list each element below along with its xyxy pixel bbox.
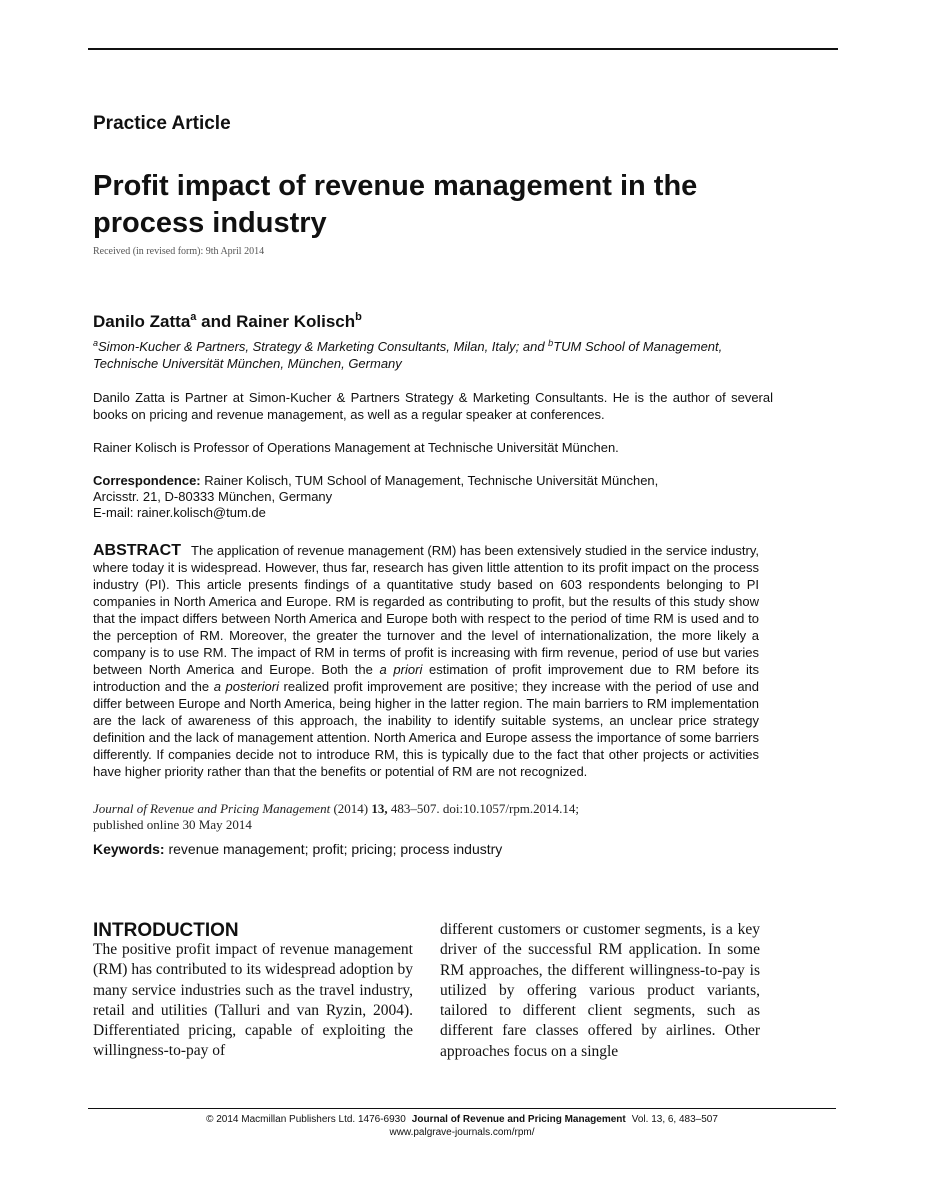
abstract-text: estimation of profit improvement due to RM before its introduction and the xyxy=(93,662,760,694)
article-title: Profit impact of revenue management in the process industry xyxy=(93,170,698,239)
abstract-text: realized profit improvement are positive; they increase with the period of use and differ between Europe and North America, being higher in the latter region. The main barriers to RM implementation are the lack of awareness of this approach, the inability to identify suitable systems, an unclear price strategy definition and the lack of management attention. North America and Europe assess the importance of some barriers differently. If companies decide not to introduce RM, this is typically due to the fact that other projects or activities have higher priority rather than that the benefits or potential of RM are not recognized. xyxy=(93,679,760,779)
affiliation-text: TUM School of Management, Technische Universität München, München, Germany xyxy=(93,339,723,371)
author-name: Rainer Kolisch xyxy=(236,312,356,331)
affiliation-text: Simon-Kucher & Partners, Strategy & Marketing Consultants, Milan, Italy; and xyxy=(98,339,549,354)
citation-doi: 483–507. doi:10.1057/rpm.2014.14; xyxy=(387,801,579,816)
citation-volume: 13, xyxy=(371,801,388,816)
correspondence-label: Correspondence: xyxy=(93,473,201,488)
abstract-heading: ABSTRACT xyxy=(93,542,181,559)
citation-year: (2014) xyxy=(330,801,372,816)
abstract-emphasis: a priori xyxy=(379,662,423,677)
citation-journal: Journal of Revenue and Pricing Management xyxy=(93,801,331,816)
correspondence xyxy=(93,473,773,521)
author-connector: and xyxy=(196,312,237,331)
abstract-text: The application of revenue management (RM) has been extensively studied in the service industry, where today it is widespread. However, thus far, research has given little attention to its profit impact on the process industry (PI). This article presents findings of a quantitative study based on 603 respondents belonging to PI companies in North America and Europe. RM is regarded as contributing to profit, but the results of this study show that the impact differs between North America and Europe both with respect to the period of time RM is used and to the perception of RM. Moreover, the greater the turnover and the level of internationalization, the more likely a company is to use RM. The impact of RM in terms of profit is increasing with firm revenue, period of use but varies between North America and Europe. Both the xyxy=(93,543,759,677)
author-bio: Rainer Kolisch is Professor of Operations Management at Technische Universität München. xyxy=(93,440,619,455)
top-rule xyxy=(88,48,838,50)
author-bio: Danilo Zatta is Partner at Simon-Kucher & Partners Strategy & Marketing Consultants. He is the author of several books on pricing and revenue management, as well as a regular speaker at conferences. xyxy=(93,390,773,422)
citation xyxy=(93,801,773,833)
received-date: Received (in revised form): 9th April 2014 xyxy=(93,246,265,257)
author-affil-marker: b xyxy=(355,311,362,323)
affil-marker: a xyxy=(93,338,99,348)
author-affil-marker: a xyxy=(190,311,197,323)
author-name: Danilo Zatta xyxy=(93,312,191,331)
correspondence-address: Arcisstr. 21, D-80333 München, Germany xyxy=(93,489,333,504)
footer-rule xyxy=(88,1108,836,1109)
footer-url[interactable]: www.palgrave-journals.com/rpm/ xyxy=(389,1127,535,1138)
body-column-left: The positive profit impact of revenue management (RM) has contributed to its widespread adoption by many service industries such as the travel industry, retail and utilities (Talluri and van Ryzin, 2004). Differentiated pricing, capable of exploiting the willingness-to-pay of xyxy=(93,941,413,1060)
footer-copyright: © 2014 Macmillan Publishers Ltd. 1476-6930 xyxy=(206,1114,406,1125)
keywords xyxy=(93,841,773,857)
citation-published: published online 30 May 2014 xyxy=(93,817,252,832)
article-type: Practice Article xyxy=(93,113,231,134)
abstract xyxy=(93,542,759,780)
keywords-text: revenue management; profit; pricing; process industry xyxy=(164,841,503,857)
footer-volume: Vol. 13, 6, 483–507 xyxy=(631,1114,718,1125)
abstract-emphasis: a posteriori xyxy=(213,679,279,694)
correspondence-email[interactable]: E-mail: rainer.kolisch@tum.de xyxy=(93,505,266,520)
affiliations xyxy=(93,338,773,372)
keywords-label: Keywords: xyxy=(93,841,165,857)
introduction-heading: INTRODUCTION xyxy=(93,920,239,941)
authors xyxy=(93,312,362,332)
correspondence-address: Rainer Kolisch, TUM School of Management, Technische Universität München, xyxy=(200,473,659,488)
footer-journal: Journal of Revenue and Pricing Management xyxy=(411,1114,626,1125)
page-footer xyxy=(88,1113,836,1139)
body-column-right: different customers or customer segments, is a key driver of the successful RM application. In some RM approaches, the different willingness-to-pay is utilized by offering various product variants, tailored to different client segments, such as different fare classes offered by airlines. Other approaches focus on a single xyxy=(440,921,760,1060)
affil-marker: b xyxy=(548,338,554,348)
